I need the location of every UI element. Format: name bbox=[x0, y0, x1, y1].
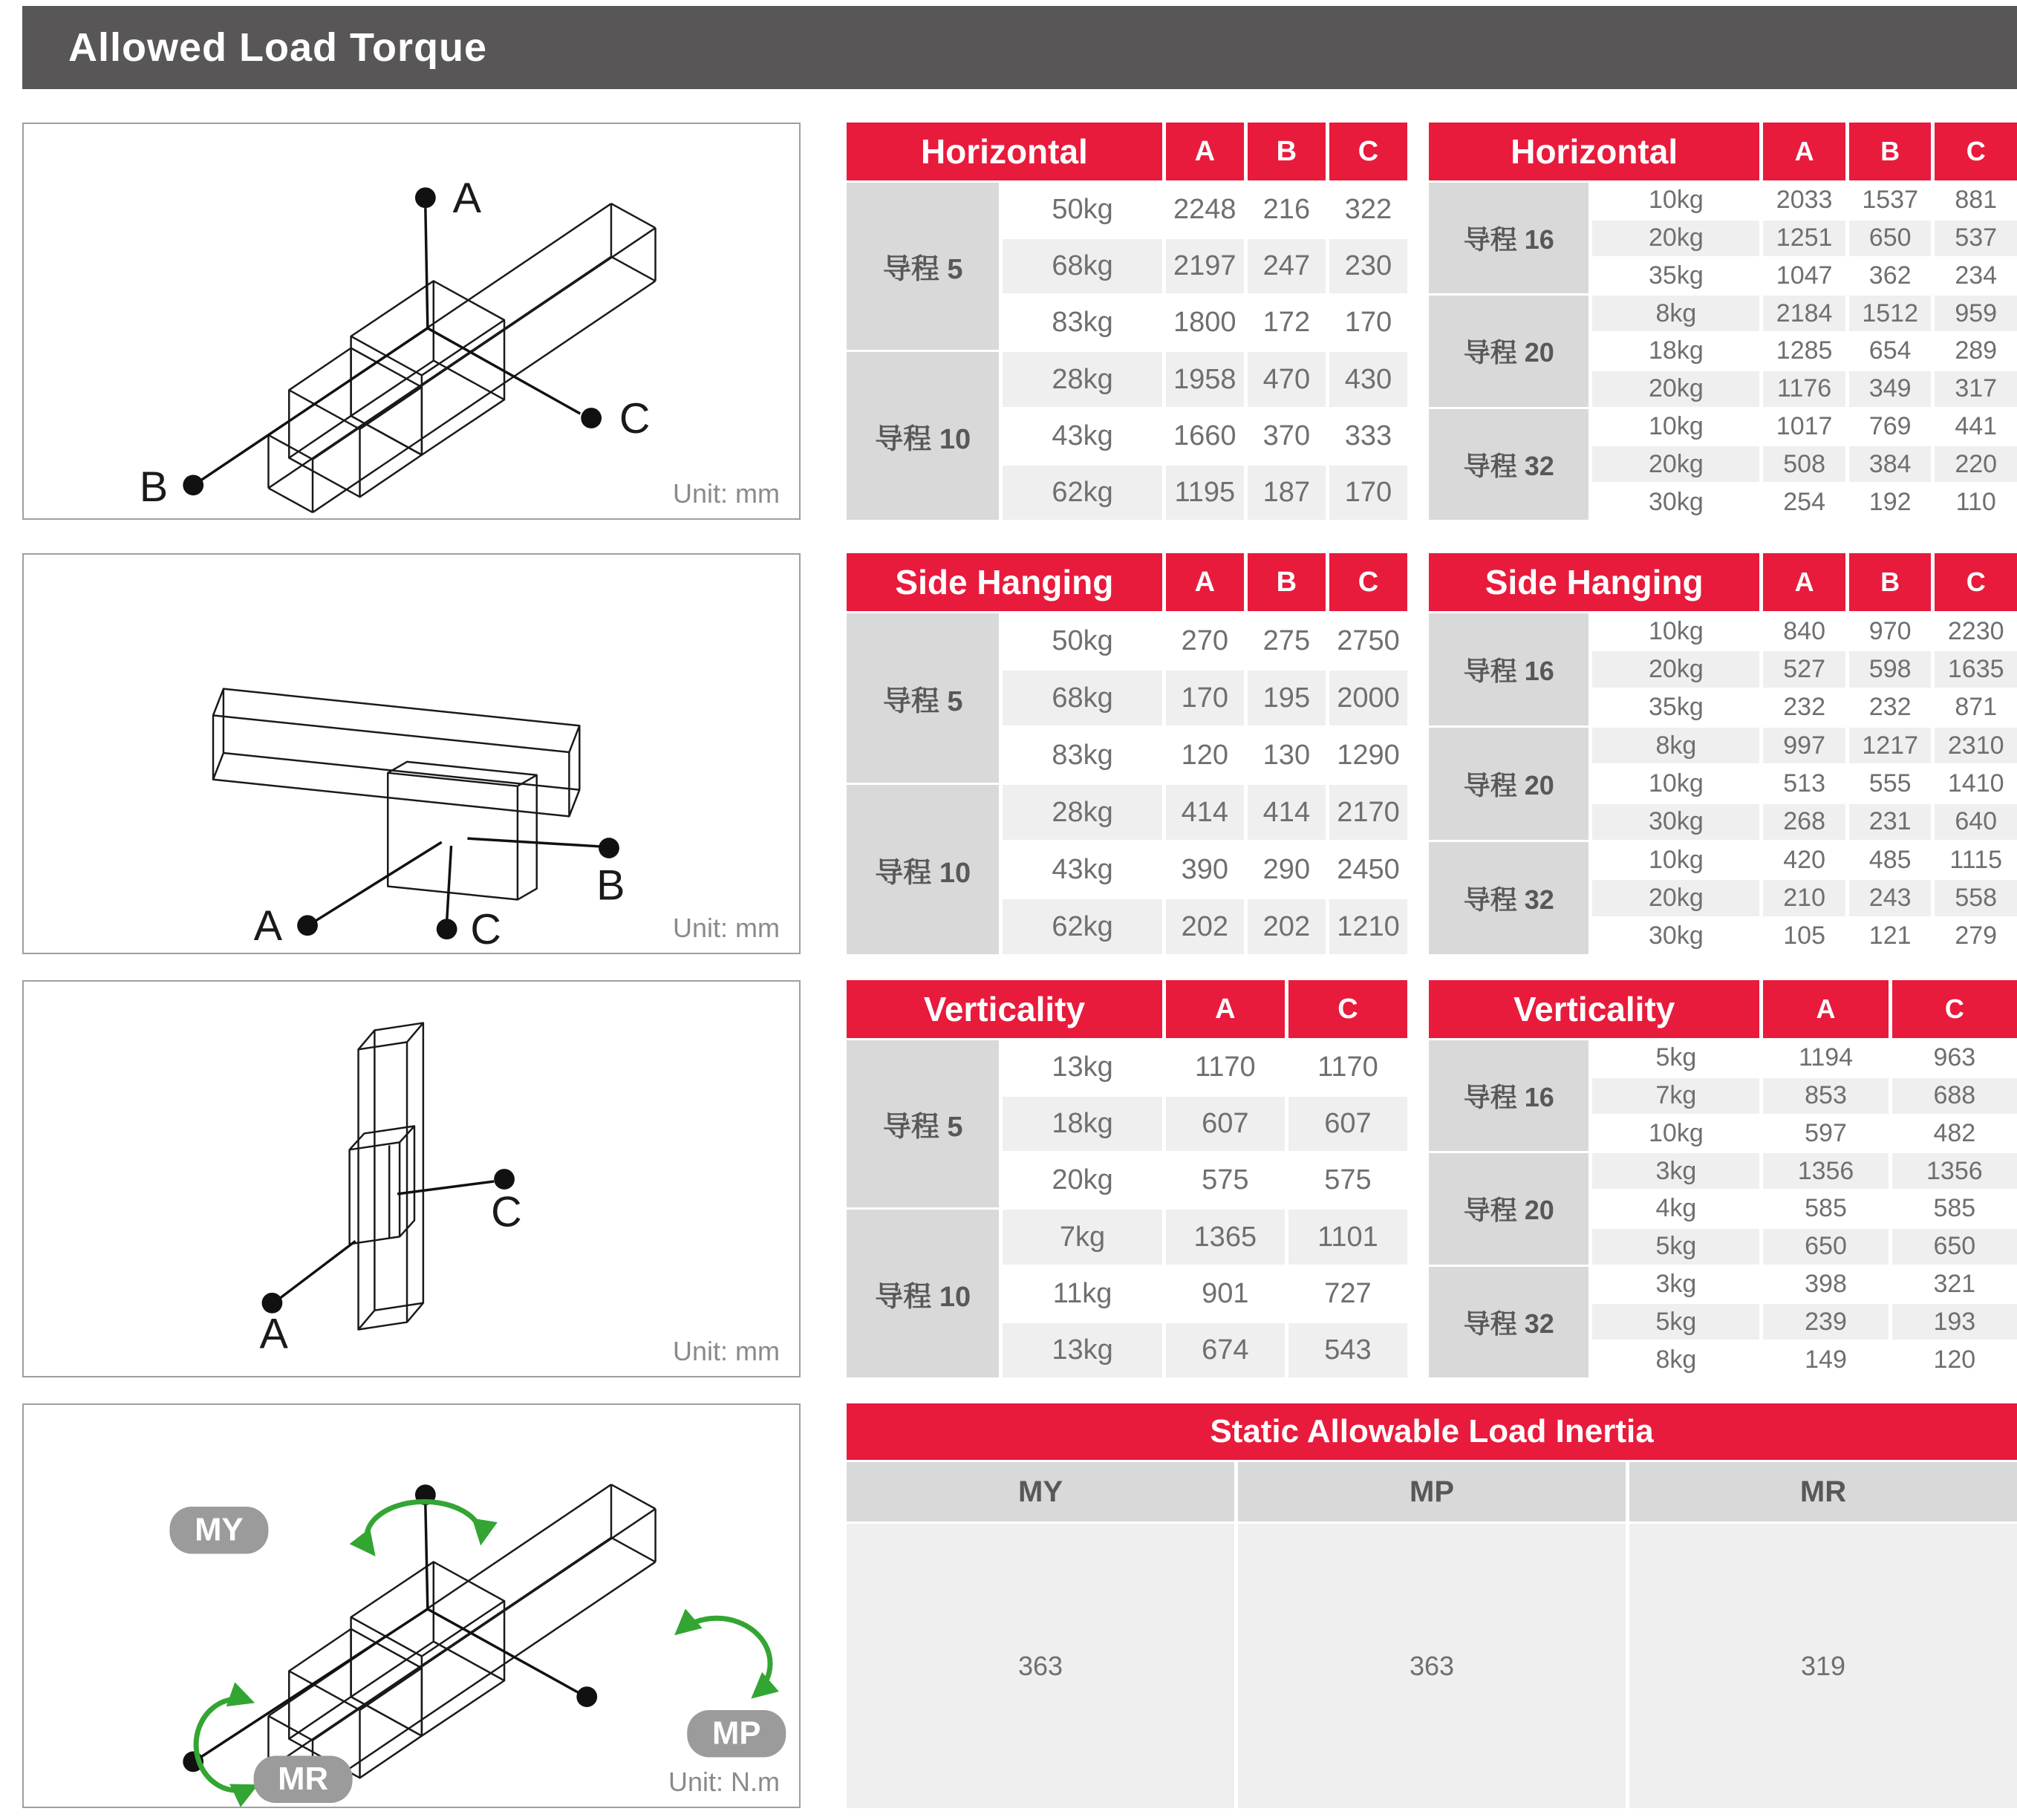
value-cell: 441 bbox=[1935, 409, 2017, 445]
value-cell: 130 bbox=[1248, 728, 1326, 783]
weight-cell: 20kg bbox=[1592, 446, 1759, 482]
unit-label: Unit: N.m bbox=[668, 1767, 780, 1797]
value-cell: 881 bbox=[1935, 183, 2017, 218]
value-cell: 1101 bbox=[1288, 1210, 1407, 1264]
axis-lines bbox=[201, 208, 580, 480]
diagram-side-hanging-panel bbox=[22, 553, 801, 954]
value-cell: 210 bbox=[1763, 880, 1845, 916]
mp-rotation-arrow bbox=[678, 1618, 770, 1695]
value-cell: 2000 bbox=[1329, 671, 1407, 725]
value-cell: 640 bbox=[1935, 804, 2017, 840]
value-cell: 120 bbox=[1166, 728, 1244, 783]
value-cell: 232 bbox=[1763, 690, 1845, 725]
value-cell: 1195 bbox=[1166, 466, 1244, 520]
value-cell: 575 bbox=[1166, 1153, 1285, 1207]
axis-label-b: B bbox=[596, 861, 625, 910]
value-cell: 275 bbox=[1248, 613, 1326, 668]
value-cell: 120 bbox=[1892, 1342, 2017, 1377]
weight-cell: 28kg bbox=[1003, 352, 1161, 406]
value-cell: 2450 bbox=[1329, 842, 1407, 897]
value-cell: 268 bbox=[1763, 804, 1845, 840]
value-cell: 575 bbox=[1288, 1153, 1407, 1207]
value-cell: 537 bbox=[1935, 221, 2017, 256]
weight-cell: 18kg bbox=[1003, 1097, 1161, 1151]
value-cell: 650 bbox=[1849, 221, 1932, 256]
value-cell: 1194 bbox=[1763, 1040, 1888, 1076]
value-cell: 193 bbox=[1892, 1304, 2017, 1340]
table-horizontal-right bbox=[1429, 123, 2017, 520]
weight-cell: 43kg bbox=[1003, 409, 1161, 463]
unit-label: Unit: mm bbox=[673, 913, 780, 943]
weight-cell: 8kg bbox=[1592, 296, 1759, 331]
value-cell: 414 bbox=[1166, 785, 1244, 840]
value-cell: 901 bbox=[1166, 1267, 1285, 1321]
value-cell: 2033 bbox=[1763, 183, 1845, 218]
value-cell: 420 bbox=[1763, 842, 1845, 878]
value-cell: 2197 bbox=[1166, 239, 1244, 293]
weight-cell: 3kg bbox=[1592, 1267, 1759, 1302]
value-cell: 2184 bbox=[1763, 296, 1845, 331]
value-cell: 384 bbox=[1849, 446, 1932, 482]
weight-cell: 20kg bbox=[1592, 221, 1759, 256]
table-verticality-right bbox=[1429, 980, 2017, 1377]
value-cell: 2310 bbox=[1935, 728, 2017, 763]
value-cell: 247 bbox=[1248, 239, 1326, 293]
value-cell: 398 bbox=[1763, 1267, 1888, 1302]
weight-cell: 62kg bbox=[1003, 466, 1161, 520]
inertia-header-title: Static Allowable Load Inertia bbox=[847, 1403, 2017, 1460]
table-header-col: C bbox=[1892, 980, 2017, 1038]
value-cell: 482 bbox=[1892, 1116, 2017, 1152]
table-header-col: C bbox=[1935, 553, 2017, 611]
value-cell: 1210 bbox=[1329, 899, 1407, 954]
inertia-value-cell: 363 bbox=[847, 1524, 1234, 1808]
value-cell: 239 bbox=[1763, 1304, 1888, 1340]
weight-cell: 10kg bbox=[1592, 409, 1759, 445]
weight-cell: 83kg bbox=[1003, 728, 1161, 783]
inertia-value-cell: 319 bbox=[1629, 1524, 2017, 1808]
axis-label-c: C bbox=[491, 1188, 522, 1236]
value-cell: 527 bbox=[1763, 651, 1845, 687]
weight-cell: 50kg bbox=[1003, 183, 1161, 237]
table-side-hanging-right bbox=[1429, 553, 2017, 954]
value-cell: 2248 bbox=[1166, 183, 1244, 237]
axis-label-b: B bbox=[139, 463, 169, 512]
value-cell: 769 bbox=[1849, 409, 1932, 445]
weight-cell: 20kg bbox=[1592, 371, 1759, 407]
table-header-col: B bbox=[1248, 553, 1326, 611]
diagram-moments-panel bbox=[22, 1403, 801, 1808]
moment-directions-diagram bbox=[24, 1405, 799, 1807]
horizontal-orientation-diagram bbox=[24, 124, 799, 518]
table-header-col: C bbox=[1935, 123, 2017, 180]
weight-cell: 13kg bbox=[1003, 1040, 1161, 1095]
value-cell: 558 bbox=[1935, 880, 2017, 916]
value-cell: 216 bbox=[1248, 183, 1326, 237]
value-cell: 270 bbox=[1166, 613, 1244, 668]
value-cell: 232 bbox=[1849, 690, 1932, 725]
weight-cell: 30kg bbox=[1592, 919, 1759, 954]
value-cell: 607 bbox=[1166, 1097, 1285, 1151]
value-cell: 555 bbox=[1849, 766, 1932, 801]
value-cell: 654 bbox=[1849, 333, 1932, 369]
page-title: Allowed Load Torque bbox=[68, 25, 487, 70]
value-cell: 321 bbox=[1892, 1267, 2017, 1302]
weight-cell: 5kg bbox=[1592, 1304, 1759, 1340]
value-cell: 727 bbox=[1288, 1267, 1407, 1321]
value-cell: 543 bbox=[1288, 1323, 1407, 1377]
weight-cell: 62kg bbox=[1003, 899, 1161, 954]
value-cell: 254 bbox=[1763, 484, 1845, 520]
table-header-col: B bbox=[1849, 123, 1932, 180]
weight-cell: 43kg bbox=[1003, 842, 1161, 897]
value-cell: 170 bbox=[1329, 296, 1407, 350]
value-cell: 1356 bbox=[1763, 1153, 1888, 1189]
value-cell: 650 bbox=[1892, 1229, 2017, 1265]
group-label-cell: 导程 10 bbox=[847, 785, 999, 954]
value-cell: 192 bbox=[1849, 484, 1932, 520]
value-cell: 279 bbox=[1935, 919, 2017, 954]
table-header-col: B bbox=[1248, 123, 1326, 180]
value-cell: 1217 bbox=[1849, 728, 1932, 763]
group-label-cell: 导程 10 bbox=[847, 1210, 999, 1377]
weight-cell: 10kg bbox=[1592, 842, 1759, 878]
value-cell: 1356 bbox=[1892, 1153, 2017, 1189]
value-cell: 485 bbox=[1849, 842, 1932, 878]
value-cell: 317 bbox=[1935, 371, 2017, 407]
table-header-col: A bbox=[1763, 980, 1888, 1038]
group-label-cell: 导程 32 bbox=[1429, 1267, 1588, 1377]
weight-cell: 13kg bbox=[1003, 1323, 1161, 1377]
diagram-verticality-panel bbox=[22, 980, 801, 1377]
value-cell: 585 bbox=[1892, 1191, 2017, 1227]
weight-cell: 35kg bbox=[1592, 258, 1759, 294]
weight-cell: 10kg bbox=[1592, 1116, 1759, 1152]
value-cell: 674 bbox=[1166, 1323, 1285, 1377]
value-cell: 1410 bbox=[1935, 766, 2017, 801]
axis-label-c: C bbox=[619, 394, 651, 443]
weight-cell: 10kg bbox=[1592, 766, 1759, 801]
table-header-col: A bbox=[1166, 980, 1285, 1038]
weight-cell: 28kg bbox=[1003, 785, 1161, 840]
value-cell: 110 bbox=[1935, 484, 2017, 520]
inertia-value-cell: 363 bbox=[1238, 1524, 1626, 1808]
table-header-title: Horizontal bbox=[847, 123, 1162, 180]
value-cell: 1800 bbox=[1166, 296, 1244, 350]
value-cell: 234 bbox=[1935, 258, 2017, 294]
weight-cell: 18kg bbox=[1592, 333, 1759, 369]
table-header-title: Side Hanging bbox=[1429, 553, 1759, 611]
axis-label-a: A bbox=[259, 1310, 288, 1358]
table-verticality-left bbox=[847, 980, 1407, 1377]
value-cell: 997 bbox=[1763, 728, 1845, 763]
value-cell: 1290 bbox=[1329, 728, 1407, 783]
table-header-title: Verticality bbox=[1429, 980, 1759, 1038]
value-cell: 414 bbox=[1248, 785, 1326, 840]
mp-badge-label: MP bbox=[712, 1715, 761, 1752]
value-cell: 1958 bbox=[1166, 352, 1244, 406]
table-header-col: C bbox=[1329, 123, 1407, 180]
axis-label-a: A bbox=[253, 902, 282, 950]
axis-a-dot bbox=[415, 187, 436, 208]
weight-cell: 68kg bbox=[1003, 671, 1161, 725]
value-cell: 231 bbox=[1849, 804, 1932, 840]
weight-cell: 11kg bbox=[1003, 1267, 1161, 1321]
weight-cell: 8kg bbox=[1592, 728, 1759, 763]
value-cell: 607 bbox=[1288, 1097, 1407, 1151]
table-header-col: C bbox=[1329, 553, 1407, 611]
axis-a-dot bbox=[297, 915, 318, 936]
value-cell: 220 bbox=[1935, 446, 2017, 482]
axis-b-dot bbox=[183, 474, 203, 495]
value-cell: 1047 bbox=[1763, 258, 1845, 294]
value-cell: 970 bbox=[1849, 613, 1932, 649]
table-horizontal-left bbox=[847, 123, 1407, 520]
table-header-col: A bbox=[1763, 123, 1845, 180]
value-cell: 149 bbox=[1763, 1342, 1888, 1377]
value-cell: 187 bbox=[1248, 466, 1326, 520]
value-cell: 349 bbox=[1849, 371, 1932, 407]
group-label-cell: 导程 16 bbox=[1429, 183, 1588, 293]
value-cell: 1115 bbox=[1935, 842, 2017, 878]
value-cell: 290 bbox=[1248, 842, 1326, 897]
table-static-load-inertia bbox=[847, 1403, 2017, 1808]
inertia-column-header: MR bbox=[1629, 1462, 2017, 1521]
value-cell: 105 bbox=[1763, 919, 1845, 954]
weight-cell: 5kg bbox=[1592, 1040, 1759, 1076]
value-cell: 513 bbox=[1763, 766, 1845, 801]
value-cell: 650 bbox=[1763, 1229, 1888, 1265]
value-cell: 322 bbox=[1329, 183, 1407, 237]
group-label-cell: 导程 5 bbox=[847, 1040, 999, 1207]
unit-label: Unit: mm bbox=[673, 478, 780, 509]
value-cell: 195 bbox=[1248, 671, 1326, 725]
value-cell: 170 bbox=[1166, 671, 1244, 725]
weight-cell: 20kg bbox=[1592, 880, 1759, 916]
group-label-cell: 导程 16 bbox=[1429, 613, 1588, 725]
my-badge-label: MY bbox=[195, 1511, 244, 1548]
value-cell: 853 bbox=[1763, 1078, 1888, 1114]
group-label-cell: 导程 32 bbox=[1429, 409, 1588, 520]
value-cell: 1017 bbox=[1763, 409, 1845, 445]
value-cell: 1285 bbox=[1763, 333, 1845, 369]
weight-cell: 10kg bbox=[1592, 613, 1759, 649]
table-header-title: Horizontal bbox=[1429, 123, 1759, 180]
value-cell: 1170 bbox=[1288, 1040, 1407, 1095]
inertia-column-header: MY bbox=[847, 1462, 1234, 1521]
weight-cell: 68kg bbox=[1003, 239, 1161, 293]
table-header-col: A bbox=[1166, 553, 1244, 611]
unit-label: Unit: mm bbox=[673, 1336, 780, 1366]
axis-c-dot bbox=[437, 919, 457, 939]
value-cell: 1512 bbox=[1849, 296, 1932, 331]
value-cell: 2230 bbox=[1935, 613, 2017, 649]
value-cell: 1635 bbox=[1935, 651, 2017, 687]
axis-c-dot bbox=[494, 1169, 515, 1190]
weight-cell: 30kg bbox=[1592, 804, 1759, 840]
value-cell: 1365 bbox=[1166, 1210, 1285, 1264]
verticality-orientation-diagram bbox=[24, 982, 799, 1376]
value-cell: 390 bbox=[1166, 842, 1244, 897]
mr-rotation-arrow bbox=[196, 1699, 254, 1790]
table-header-title: Side Hanging bbox=[847, 553, 1162, 611]
group-label-cell: 导程 16 bbox=[1429, 1040, 1588, 1151]
weight-cell: 4kg bbox=[1592, 1191, 1759, 1227]
group-label-cell: 导程 20 bbox=[1429, 296, 1588, 406]
group-label-cell: 导程 5 bbox=[847, 183, 999, 350]
value-cell: 598 bbox=[1849, 651, 1932, 687]
value-cell: 1176 bbox=[1763, 371, 1845, 407]
table-header-col: A bbox=[1166, 123, 1244, 180]
pitch-axis-dot bbox=[576, 1686, 597, 1707]
group-label-cell: 导程 20 bbox=[1429, 1153, 1588, 1264]
value-cell: 202 bbox=[1248, 899, 1326, 954]
table-header-col: C bbox=[1288, 980, 1407, 1038]
value-cell: 243 bbox=[1849, 880, 1932, 916]
weight-cell: 7kg bbox=[1003, 1210, 1161, 1264]
value-cell: 170 bbox=[1329, 466, 1407, 520]
value-cell: 333 bbox=[1329, 409, 1407, 463]
value-cell: 230 bbox=[1329, 239, 1407, 293]
table-side-hanging-left bbox=[847, 553, 1407, 954]
value-cell: 963 bbox=[1892, 1040, 2017, 1076]
weight-cell: 10kg bbox=[1592, 183, 1759, 218]
value-cell: 508 bbox=[1763, 446, 1845, 482]
value-cell: 688 bbox=[1892, 1078, 2017, 1114]
table-header-title: Verticality bbox=[847, 980, 1162, 1038]
weight-cell: 20kg bbox=[1592, 651, 1759, 687]
weight-cell: 20kg bbox=[1003, 1153, 1161, 1207]
value-cell: 840 bbox=[1763, 613, 1845, 649]
weight-cell: 3kg bbox=[1592, 1153, 1759, 1189]
value-cell: 1170 bbox=[1166, 1040, 1285, 1095]
group-label-cell: 导程 20 bbox=[1429, 728, 1588, 840]
group-label-cell: 导程 5 bbox=[847, 613, 999, 783]
value-cell: 370 bbox=[1248, 409, 1326, 463]
value-cell: 362 bbox=[1849, 258, 1932, 294]
weight-cell: 50kg bbox=[1003, 613, 1161, 668]
axis-label-c: C bbox=[470, 906, 501, 953]
value-cell: 1251 bbox=[1763, 221, 1845, 256]
value-cell: 597 bbox=[1763, 1116, 1888, 1152]
weight-cell: 35kg bbox=[1592, 690, 1759, 725]
value-cell: 430 bbox=[1329, 352, 1407, 406]
value-cell: 202 bbox=[1166, 899, 1244, 954]
group-label-cell: 导程 10 bbox=[847, 352, 999, 520]
axis-c-dot bbox=[581, 408, 602, 428]
value-cell: 172 bbox=[1248, 296, 1326, 350]
inertia-column-header: MP bbox=[1238, 1462, 1626, 1521]
side-hanging-orientation-diagram bbox=[24, 555, 799, 953]
group-label-cell: 导程 32 bbox=[1429, 842, 1588, 954]
page-title-bar bbox=[22, 6, 2017, 89]
value-cell: 2750 bbox=[1329, 613, 1407, 668]
value-cell: 585 bbox=[1763, 1191, 1888, 1227]
weight-cell: 83kg bbox=[1003, 296, 1161, 350]
value-cell: 2170 bbox=[1329, 785, 1407, 840]
weight-cell: 30kg bbox=[1592, 484, 1759, 520]
weight-cell: 5kg bbox=[1592, 1229, 1759, 1265]
value-cell: 470 bbox=[1248, 352, 1326, 406]
value-cell: 1660 bbox=[1166, 409, 1244, 463]
axis-label-a: A bbox=[452, 175, 481, 223]
axis-b-dot bbox=[599, 838, 619, 858]
value-cell: 871 bbox=[1935, 690, 2017, 725]
table-header-col: A bbox=[1763, 553, 1845, 611]
weight-cell: 7kg bbox=[1592, 1078, 1759, 1114]
table-header-col: B bbox=[1849, 553, 1932, 611]
diagram-horizontal-panel bbox=[22, 123, 801, 520]
mr-badge-label: MR bbox=[278, 1761, 329, 1798]
weight-cell: 8kg bbox=[1592, 1342, 1759, 1377]
value-cell: 959 bbox=[1935, 296, 2017, 331]
value-cell: 1537 bbox=[1849, 183, 1932, 218]
value-cell: 121 bbox=[1849, 919, 1932, 954]
value-cell: 289 bbox=[1935, 333, 2017, 369]
